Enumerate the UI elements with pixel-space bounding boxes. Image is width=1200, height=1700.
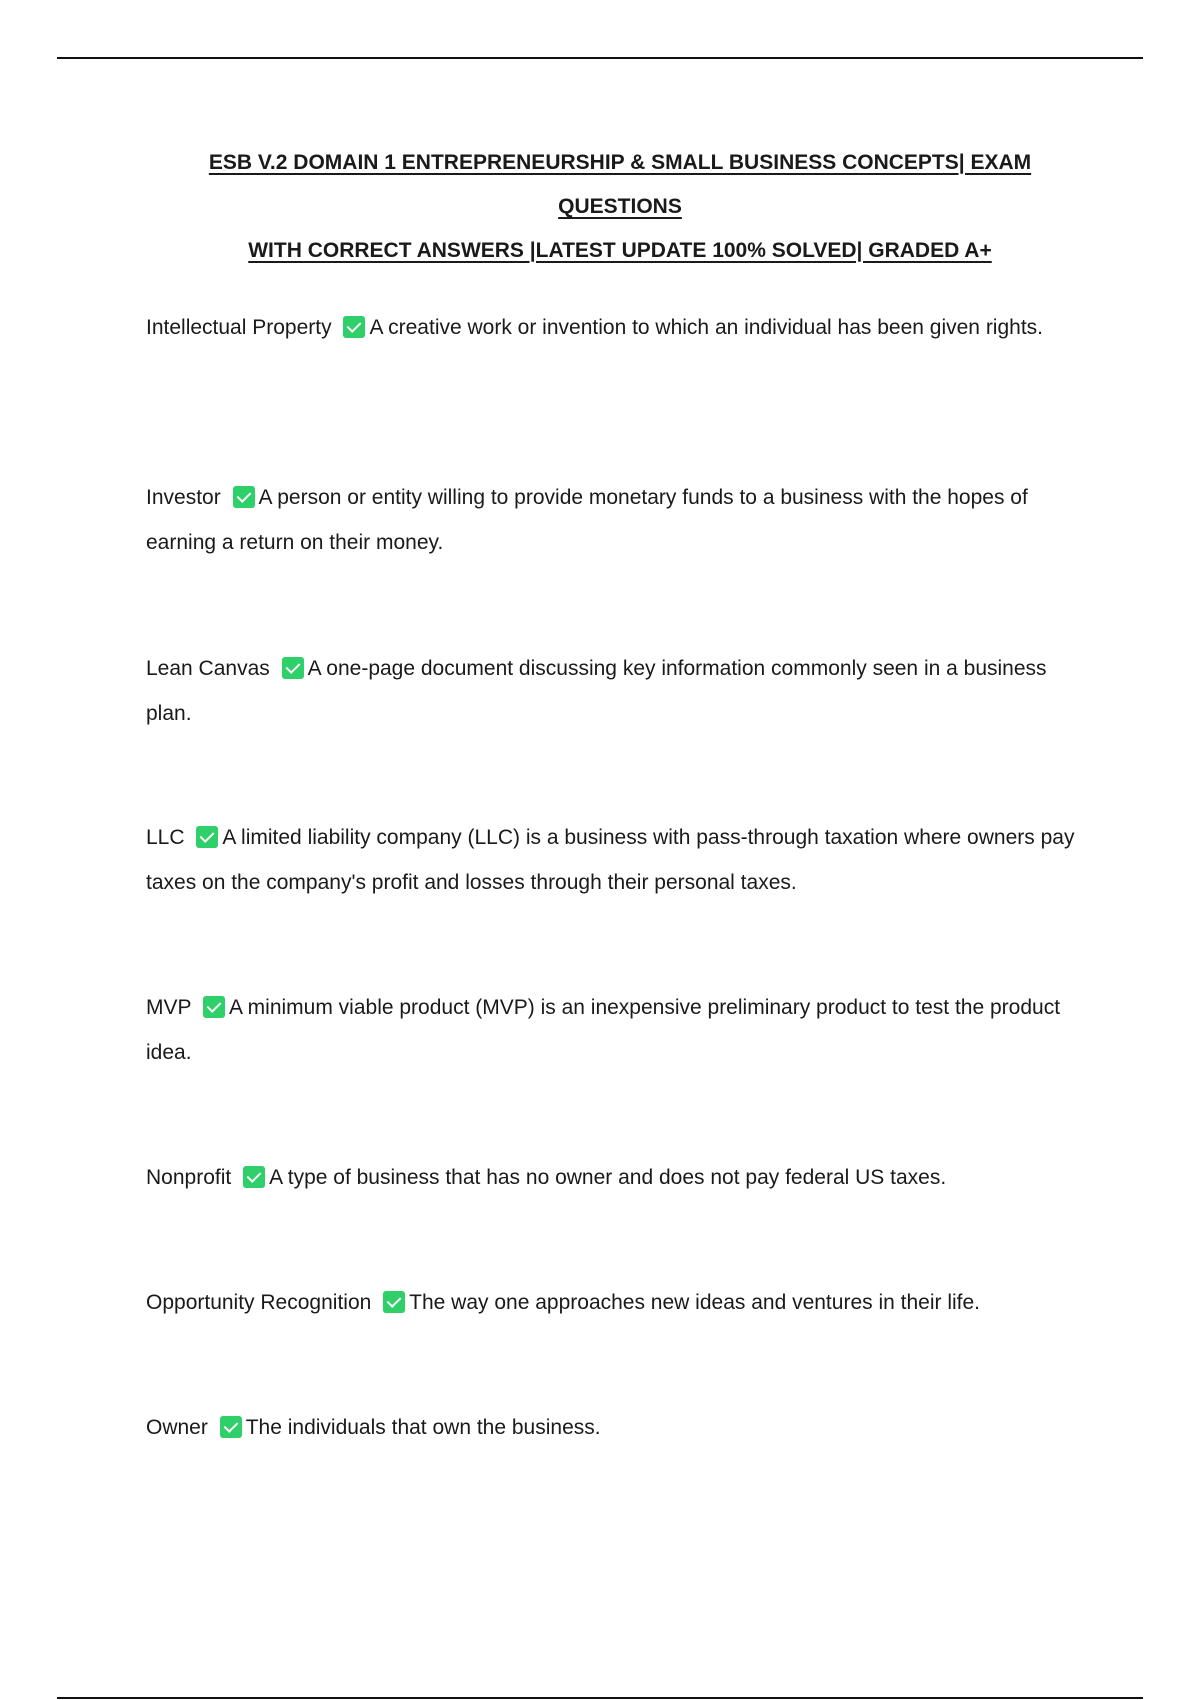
entry-opportunity-recognition <box>146 1280 1096 1325</box>
entry-definition: A person or entity willing to provide monetary funds to a business with the hopes of earning a return on their money. <box>146 486 1028 554</box>
entry-definition: The way one approaches new ideas and ventures in their life. <box>409 1291 981 1314</box>
entry-investor <box>146 475 1096 565</box>
entry-term: Investor <box>146 486 221 509</box>
entry-mvp <box>146 985 1096 1075</box>
entry-term: Nonprofit <box>146 1166 232 1189</box>
entry-nonprofit <box>146 1155 1096 1200</box>
check-icon <box>383 1291 405 1313</box>
entry-definition: A one-page document discussing key information commonly seen in a business plan. <box>146 657 1047 725</box>
check-icon <box>343 316 365 338</box>
entry-term: Owner <box>146 1416 208 1439</box>
title-line-2: WITH CORRECT ANSWERS |LATEST UPDATE 100% SOLVED| GRADED A+ <box>248 239 992 262</box>
check-icon <box>220 1416 242 1438</box>
entry-owner <box>146 1405 1096 1450</box>
entry-lean-canvas <box>146 646 1096 736</box>
entry-definition: The individuals that own the business. <box>245 1416 601 1439</box>
entry-llc <box>146 815 1096 905</box>
document-title <box>145 141 1095 273</box>
entry-definition: A type of business that has no owner and does not pay federal US taxes. <box>269 1166 947 1189</box>
entry-term: Intellectual Property <box>146 316 332 339</box>
entry-definition: A creative work or invention to which an individual has been given rights. <box>369 316 1044 339</box>
bottom-rule <box>57 1697 1143 1699</box>
check-icon <box>203 996 225 1018</box>
check-icon <box>282 657 304 679</box>
entry-definition: A limited liability company (LLC) is a business with pass-through taxation where owners pay taxes on the company's profit and losses through their personal taxes. <box>146 826 1075 894</box>
check-icon <box>243 1166 265 1188</box>
entry-term: MVP <box>146 996 192 1019</box>
top-rule <box>57 57 1143 59</box>
check-icon <box>196 826 218 848</box>
entry-definition: A minimum viable product (MVP) is an inexpensive preliminary product to test the product idea. <box>146 996 1061 1064</box>
entry-term: LLC <box>146 826 185 849</box>
entry-intellectual-property <box>146 305 1096 350</box>
entry-term: Opportunity Recognition <box>146 1291 372 1314</box>
title-line-1: ESB V.2 DOMAIN 1 ENTREPRENEURSHIP & SMALL BUSINESS CONCEPTS| EXAM QUESTIONS <box>208 151 1032 218</box>
entry-term: Lean Canvas <box>146 657 270 680</box>
check-icon <box>233 486 255 508</box>
